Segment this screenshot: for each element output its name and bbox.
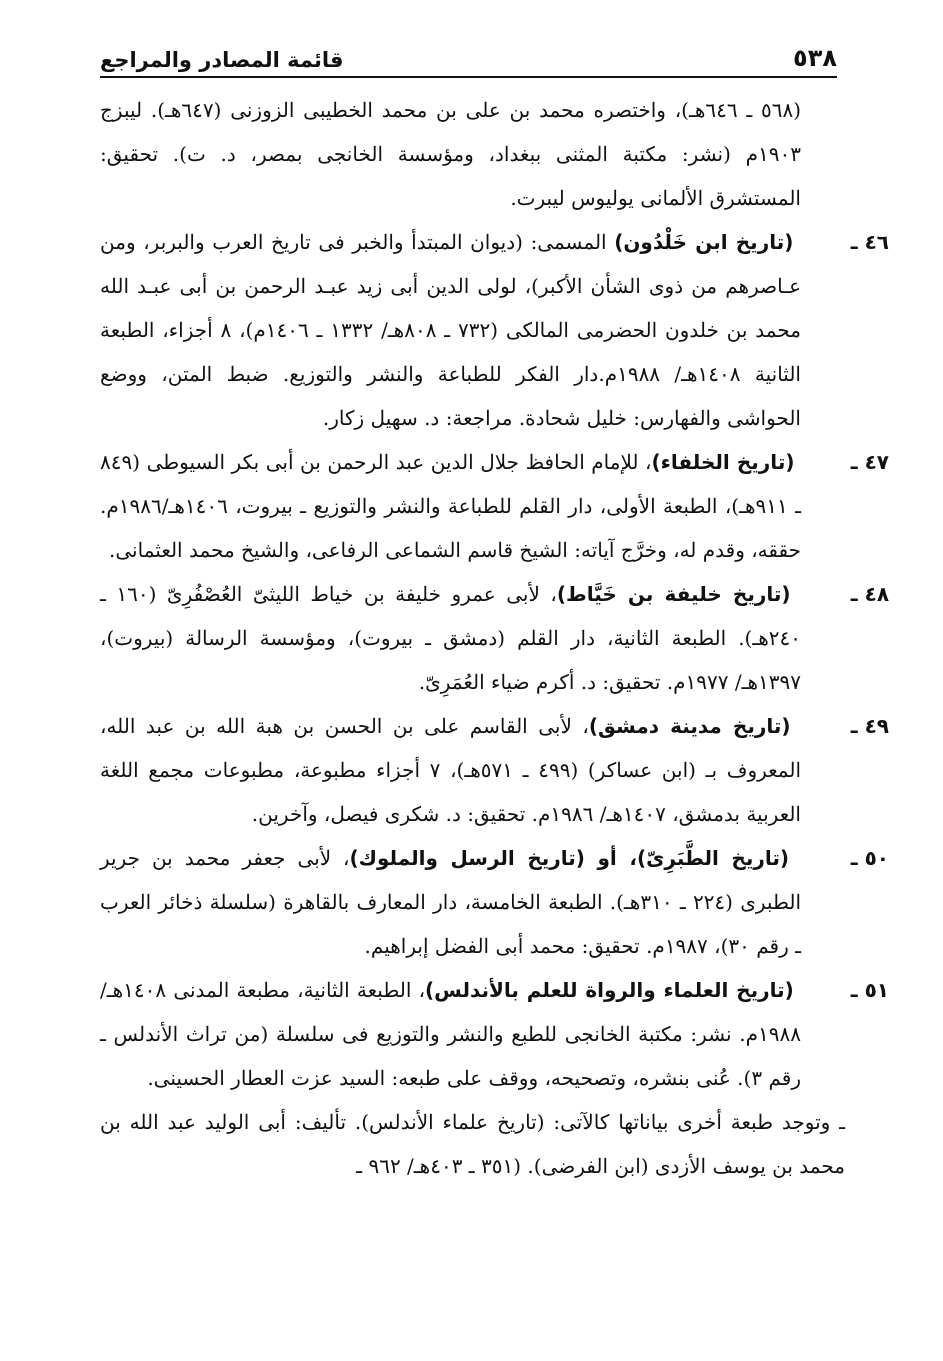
entry-number: ٤٦ ـ [850, 230, 889, 254]
entry-text: (٥٦٨ ـ ٦٤٦هـ)، واختصره محمد بن على بن محمد الخطيبى الزوزنى (٦٤٧هـ). ليبزج ١٩٠٣م (نشر: مكتبة المثنى ببغداد، ومؤسسة الخانجى بمصر، د. ت). تحقيق: المستشرق الألمانى يوليوس ليبرت. [100, 98, 801, 210]
entry-51 [100, 968, 890, 1100]
entry-50 [100, 836, 889, 968]
entry-text: ، لأبى عمرو خليفة بن خياط الليثىّ العُصْفُرِىّ (١٦٠ ـ ٢٤٠هـ). الطبعة الثانية، دار القلم (دمشق ـ بيروت)، ومؤسسة الرسالة (بيروت)، ١٣٩٧هـ/ ١٩٧٧م. تحقيق: د. أكرم ضياء العُمَرِىّ. [100, 582, 801, 694]
entry-text: ، لأبى القاسم على بن الحسن بن هبة الله بن عبد الله، المعروف بـ (ابن عساكر) (٤٩٩ ـ ٥٧١هـ)، ٧ أجزاء مطبوعة، مطبوعات مجمع اللغة العربية بدمشق، ١٤٠٧هـ/ ١٩٨٦م. تحقيق: د. شكرى فيصل، وآخرين. [100, 714, 802, 826]
entry-text: ـ وتوجد طبعة أخرى بياناتها كالآتى: (تاريخ علماء الأندلس). تأليف: أبى الوليد عبد الله بن محمد بن يوسف الأزدى (ابن الفرضى). (٣٥١ ـ ٤٠٣هـ/ ٩٦٢ ـ [100, 1110, 845, 1178]
entry-title: (تاريخ خليفة بن خَيَّاط) [556, 582, 791, 606]
entry-title: (تاريخ ابن خَلْدُون) [614, 230, 794, 254]
entry-text: ، لأبى جعفر محمد بن جرير الطبرى (٢٢٤ ـ ٣١٠هـ). الطبعة الخامسة، دار المعارف بالقاهرة (سلسلة ذخائر العرب ـ رقم ٣٠)، ١٩٨٧م. تحقيق: محمد أبى الفضل إبراهيم. [100, 846, 801, 958]
entry-title: (تاريخ مدينة دمشق) [588, 714, 791, 738]
bibliography-list [100, 88, 890, 1188]
page-number: ٥٣٨ [793, 44, 837, 72]
running-title: قائمة المصادر والمراجع [100, 48, 344, 72]
entry-text: المسمى: (ديوان المبتدأ والخبر فى تاريخ العرب والبربر، ومن عـاصرهم من ذوى الشأن الأكبر)، لولى الدين أبى زيد عبـد الرحمن بن أبى عبـد الله محمد بن خلدون الحضرمى المالكى (٧٣٢ ـ ٨٠٨هـ/ ١٣٣٢ ـ ١٤٠٦م)، ٨ أجزاء، الطبعة الثانية ١٤٠٨هـ/ ١٩٨٨م.دار الفكر للطباعة والنشر والتوزيع. ضبط المتن، ووضع الحواشى والفهارس: خليل شحادة. مراجعة: د. سهيل زكار. [100, 230, 801, 430]
entry-46 [100, 220, 889, 440]
entry-text: ، للإمام الحافظ جلال الدين عبد الرحمن بن أبى بكر السيوطى (٨٤٩ ـ ٩١١هـ)، الطبعة الأولى، دار القلم للطباعة والنشر والتوزيع ـ بيروت، ١٤٠٦هـ/١٩٨٦م. حققه، وقدم له، وخرَّج آياته: الشيخ قاسم الشماعى الرفاعى، والشيخ محمد العثمانى. [100, 450, 801, 562]
entry-continuation [100, 88, 845, 220]
entry-47 [100, 440, 890, 572]
entry-number: ٥١ ـ [850, 978, 890, 1002]
entry-49 [100, 704, 889, 836]
entry-number: ٥٠ ـ [850, 846, 889, 870]
entry-title: (تاريخ العلماء والرواة للعلم بالأندلس) [425, 978, 794, 1002]
entry-number: ٤٧ ـ [850, 450, 890, 474]
entry-48 [100, 572, 890, 704]
entry-number: ٤٨ ـ [850, 582, 890, 606]
entry-number: ٤٩ ـ [850, 714, 889, 738]
entry-text: ، الطبعة الثانية، مطبعة المدنى ١٤٠٨هـ/ ١٩٨٨م. نشر: مكتبة الخانجى للطبع والنشر والتوزيع فى سلسلة (من تراث الأندلس ـ رقم ٣). عُنى بنشره، وتصحيحه، ووقف على طبعه: السيد عزت العطار الحسينى. [100, 978, 801, 1090]
entry-title: (تاريخ الخلفاء) [651, 450, 795, 474]
entry-note [100, 1100, 845, 1188]
running-header [100, 28, 837, 78]
entry-title: (تاريخ الطَّبَرِىّ)، أو (تاريخ الرسل والملوك) [349, 846, 790, 870]
